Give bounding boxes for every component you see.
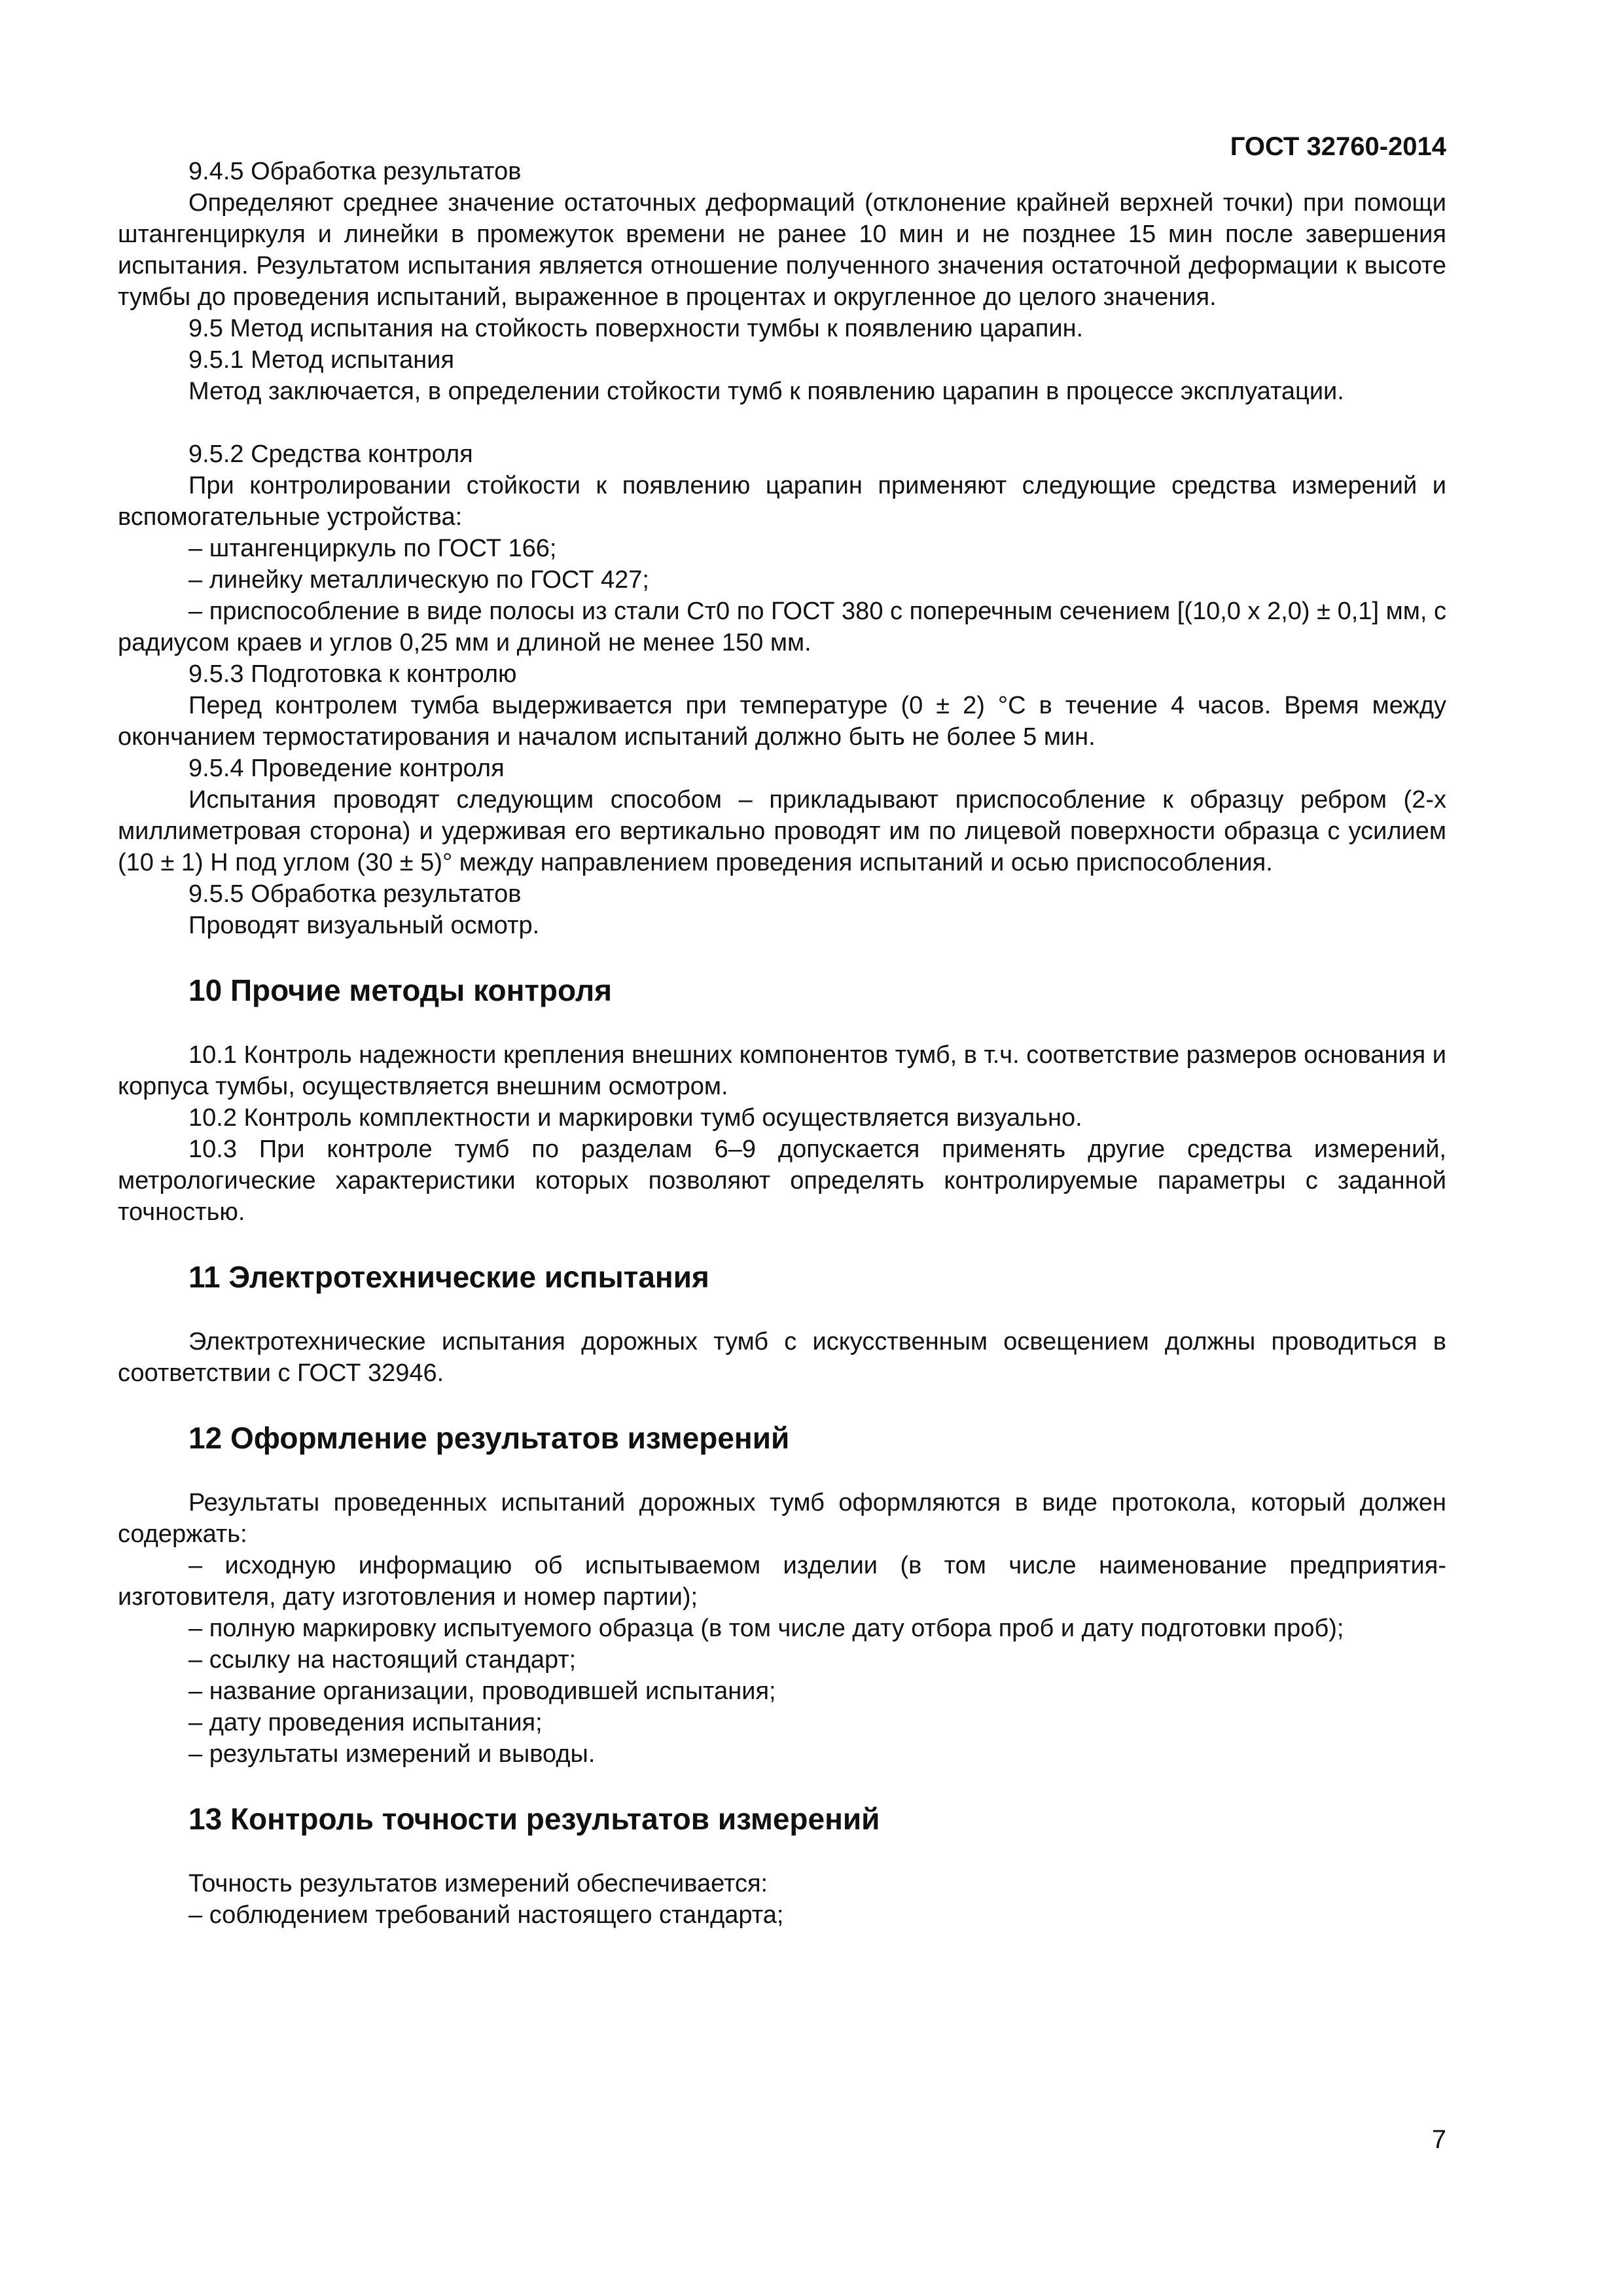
list-item: – ссылку на настоящий стандарт;	[188, 1646, 577, 1674]
section-heading: 12 Оформление результатов измерений	[188, 1421, 790, 1455]
section-heading: 13 Контроль точности результатов измерений	[188, 1802, 880, 1836]
paragraph: 9.5.2 Средства контроля	[188, 440, 473, 468]
paragraph: 9.5.5 Обработка результатов	[188, 880, 522, 908]
list-item: – соблюдением требований настоящего стандарта;	[188, 1901, 784, 1929]
paragraph: 9.5.1 Метод испытания	[188, 346, 455, 374]
paragraph: Точность результатов измерений обеспечивается:	[188, 1870, 768, 1897]
paragraph: Испытания проводят следующим способом – прикладывают приспособление к образцу ребром (2-х миллиметровая сторона) и удерживая его вертикально проводят им по лицевой поверхности образца с усилием (10 ± 1) Н под углом (30 ± 5)° между направлением проведения испытаний и осью приспособления.	[118, 786, 1446, 876]
list-item: – штангенциркуль по ГОСТ 166;	[188, 535, 557, 562]
paragraph: 9.5 Метод испытания на стойкость поверхности тумбы к появлению царапин.	[188, 315, 1084, 342]
paragraph: Метод заключается, в определении стойкости тумб к появлению царапин в процессе эксплуатации.	[188, 378, 1344, 405]
section-heading: 10 Прочие методы контроля	[188, 973, 613, 1007]
paragraph: Проводят визуальный осмотр.	[188, 912, 540, 939]
list-item: – исходную информацию об испытываемом изделии (в том числе наименование предприятия-изготовителя, дату изготовления и номер партии);	[118, 1552, 1446, 1611]
paragraph: Результаты проведенных испытаний дорожных тумб оформляются в виде протокола, который должен содержать:	[118, 1489, 1446, 1548]
paragraph: Электротехнические испытания дорожных тумб с искусственным освещением должны проводиться в соответствии с ГОСТ 32946.	[118, 1328, 1446, 1387]
list-item: – дату проведения испытания;	[188, 1709, 543, 1736]
paragraph: Определяют среднее значение остаточных деформаций (отклонение крайней верхней точки) при помощи штангенциркуля и линейки в промежуток времени не ранее 10 мин и не позднее 15 мин после завершения испытания. Результатом испытания является отношение полученного значения остаточной деформации к высоте тумбы до проведения испытаний, выраженное в процентах и округленное до целого значения.	[118, 189, 1446, 311]
paragraph: 10.3 При контроле тумб по разделам 6–9 допускается применять другие средства измерений, метрологические характеристики которых позволяют определять контролируемые параметры с заданной точностью.	[118, 1136, 1446, 1226]
paragraph: 9.5.3 Подготовка к контролю	[188, 660, 517, 688]
paragraph: При контролировании стойкости к появлению царапин применяют следующие средства измерений и вспомогательные устройства:	[118, 472, 1446, 531]
section-heading: 11 Электротехнические испытания	[188, 1260, 709, 1294]
document-body	[118, 156, 1446, 1931]
list-item: – приспособление в виде полосы из стали Ст0 по ГОСТ 380 с поперечным сечением [(10,0 х 2,0) ± 0,1] мм, с радиусом краев и углов 0,25 мм и длиной не менее 150 мм.	[118, 598, 1446, 656]
list-item: – результаты измерений и выводы.	[188, 1740, 596, 1768]
list-item: – линейку металлическую по ГОСТ 427;	[188, 566, 649, 594]
paragraph: 10.1 Контроль надежности крепления внешних компонентов тумб, в т.ч. соответствие размеров основания и корпуса тумбы, осуществляется внешним осмотром.	[118, 1041, 1446, 1100]
paragraph: Перед контролем тумба выдерживается при температуре (0 ± 2) °С в течение 4 часов. Время между окончанием термостатирования и началом испытаний должно быть не более 5 мин.	[118, 692, 1446, 751]
paragraph: 10.2 Контроль комплектности и маркировки тумб осуществляется визуально.	[188, 1104, 1082, 1132]
document-id-header: ГОСТ 32760-2014	[1230, 132, 1446, 161]
list-item: – название организации, проводившей испытания;	[188, 1677, 776, 1705]
list-item: – полную маркировку испытуемого образца (в том числе дату отбора проб и дату подготовки проб);	[188, 1615, 1344, 1642]
blank-line	[118, 407, 1446, 439]
paragraph: 9.5.4 Проведение контроля	[188, 755, 505, 782]
paragraph: 9.4.5 Обработка результатов	[188, 158, 522, 185]
page-number: 7	[1431, 2125, 1446, 2154]
